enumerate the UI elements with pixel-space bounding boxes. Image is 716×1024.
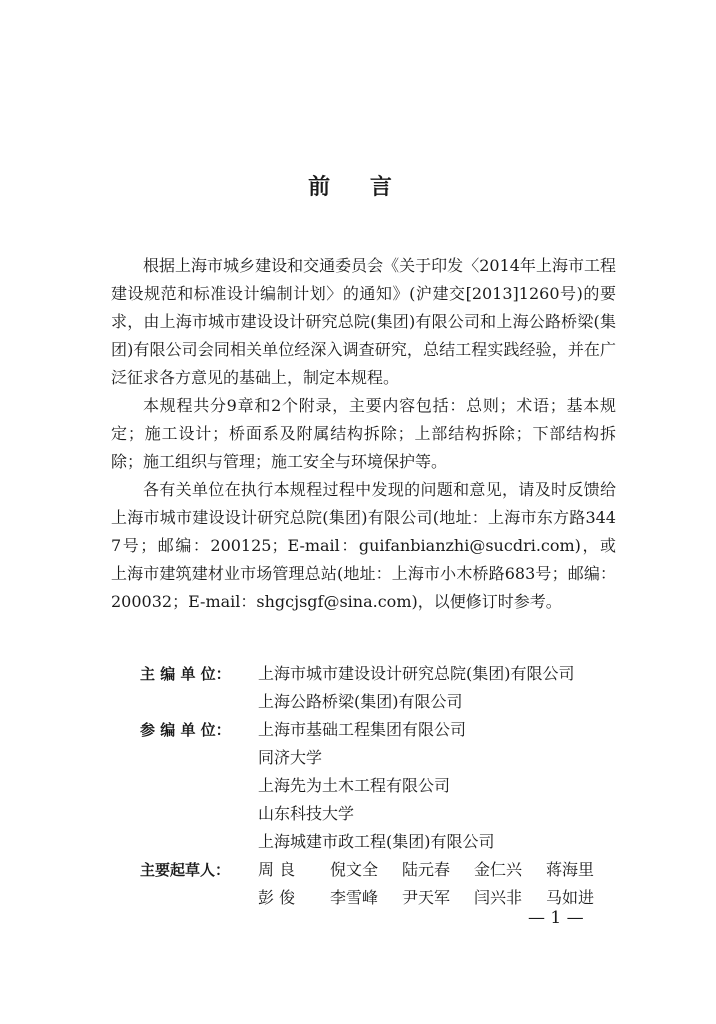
chief-editor-units [140,660,620,716]
drafter-name: 蒋海里 [546,860,595,879]
preface-paragraph: 根据上海市城乡建设和交通委员会《关于印发〈2014年上海市工程建设规范和标准设计编制计划〉的通知》(沪建交[2013]1260号)的要求，由上海市城市建设设计研究总院(集团)有限公司和上海公路桥梁(集团)有限公司会同相关单位经深入调查研究，总结工程实践经验，并在广泛征求各方意见的基础上，制定本规程。 [111,256,616,387]
credits-section [140,660,620,912]
drafter-name: 陆元春 [402,860,451,879]
chief-editor-label: 主 编 单 位： [140,665,231,683]
chief-editor-unit: 上海市城市建设设计研究总院(集团)有限公司 [258,664,575,683]
page-title: 前 言 [308,175,408,200]
preface-paragraph: 各有关单位在执行本规程过程中发现的问题和意见，请及时反馈给上海市城市建设设计研究总院(集团)有限公司(地址：上海市东方路3447号；邮编：200125；E-mail：guifanbianzhi@sucdri.com)，或上海市建筑建材业市场管理总站(地址：上海市小木桥路683号；邮编：200032；E-mail：shgcjsgf@sina.com)，以便修订时参考。 [111,480,616,611]
preface-body [111,252,616,616]
main-drafters [140,856,620,912]
drafter-name: 闫兴非 [474,888,523,907]
participating-unit: 上海市基础工程集团有限公司 [258,720,467,739]
drafter-name: 倪文全 [330,860,379,879]
drafter-name: 尹天军 [402,888,451,907]
drafter-name: 李雪峰 [330,888,379,907]
participating-units [140,716,620,856]
drafters-label: 主要起草人： [140,861,231,879]
chief-editor-unit: 上海公路桥梁(集团)有限公司 [258,692,463,711]
participating-unit: 同济大学 [258,748,323,767]
drafter-name: 金仁兴 [474,860,523,879]
drafter-name: 彭 俊 [258,888,296,907]
drafter-name: 周 良 [258,860,296,879]
drafter-name: 马如进 [546,888,595,907]
participating-unit: 上海城建市政工程(集团)有限公司 [258,832,495,851]
drafter-row [258,856,620,884]
participating-unit: 山东科技大学 [258,804,355,823]
preface-paragraph: 本规程共分9章和2个附录，主要内容包括：总则；术语；基本规定；施工设计；桥面系及附属结构拆除；上部结构拆除；下部结构拆除；施工组织与管理；施工安全与环境保护等。 [111,396,616,471]
participating-unit: 上海先为土木工程有限公司 [258,776,451,795]
page-number: — 1 — [528,908,584,928]
participating-label: 参 编 单 位： [140,721,231,739]
